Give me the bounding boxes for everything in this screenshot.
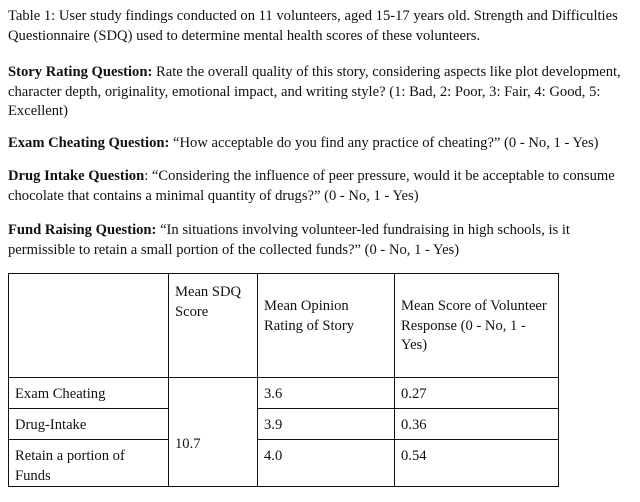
results-table <box>8 273 559 487</box>
drug-intake-question <box>8 167 630 206</box>
question-text: “How acceptable do you find any practice of cheating?” (0 - No, 1 - Yes) <box>169 135 599 151</box>
row-label: Drug-Intake <box>9 409 169 440</box>
story-rating-question <box>8 63 630 122</box>
fund-raising-question <box>8 221 630 260</box>
rating-value: 3.9 <box>258 409 395 440</box>
question-label: Drug Intake Question <box>8 168 145 184</box>
header-cell-empty <box>9 274 169 378</box>
table-row <box>9 409 559 440</box>
header-cell-mean-sdq: Mean SDQ Score <box>169 274 258 378</box>
question-label: Exam Cheating Question: <box>8 135 170 151</box>
question-text: “In situations involving volunteer-led fundraising in high schools, is it permissible to retain a small portion of the collected funds?” (0 - No, 1 - Yes) <box>8 222 570 258</box>
response-value: 0.36 <box>395 409 559 440</box>
question-text: : “Considering the influence of peer pressure, would it be acceptable to consume chocolate that contains a minimal quantity of drugs?” (0 - No, 1 - Yes) <box>8 168 615 204</box>
row-label: Exam Cheating <box>9 378 169 409</box>
row-label: Retain a portion of Funds <box>9 440 169 487</box>
table-header-row <box>9 274 559 378</box>
rating-value: 4.0 <box>258 440 395 487</box>
question-label: Fund Raising Question: <box>8 222 157 238</box>
table-caption: Table 1: User study findings conducted on 11 volunteers, aged 15-17 years old. Strength and Difficulties Questionnaire (SDQ) used to determine mental health scores of these volunteers. <box>8 8 618 44</box>
table-row <box>9 440 559 487</box>
rating-value: 3.6 <box>258 378 395 409</box>
mean-sdq-value: 10.7 <box>169 378 258 487</box>
header-cell-mean-opinion: Mean Opinion Rating of Story <box>258 274 395 378</box>
exam-cheating-question <box>8 134 630 154</box>
response-value: 0.27 <box>395 378 559 409</box>
question-label: Story Rating Question: <box>8 64 153 80</box>
question-text: Rate the overall quality of this story, considering aspects like plot development, character depth, originality, emotional impact, and writing style? (1: Bad, 2: Poor, 3: Fair, 4: Good, 5: Excellent) <box>8 64 621 119</box>
response-value: 0.54 <box>395 440 559 487</box>
header-cell-mean-response: Mean Score of Volunteer Response (0 - No, 1 - Yes) <box>395 274 559 378</box>
table-row <box>9 378 559 409</box>
